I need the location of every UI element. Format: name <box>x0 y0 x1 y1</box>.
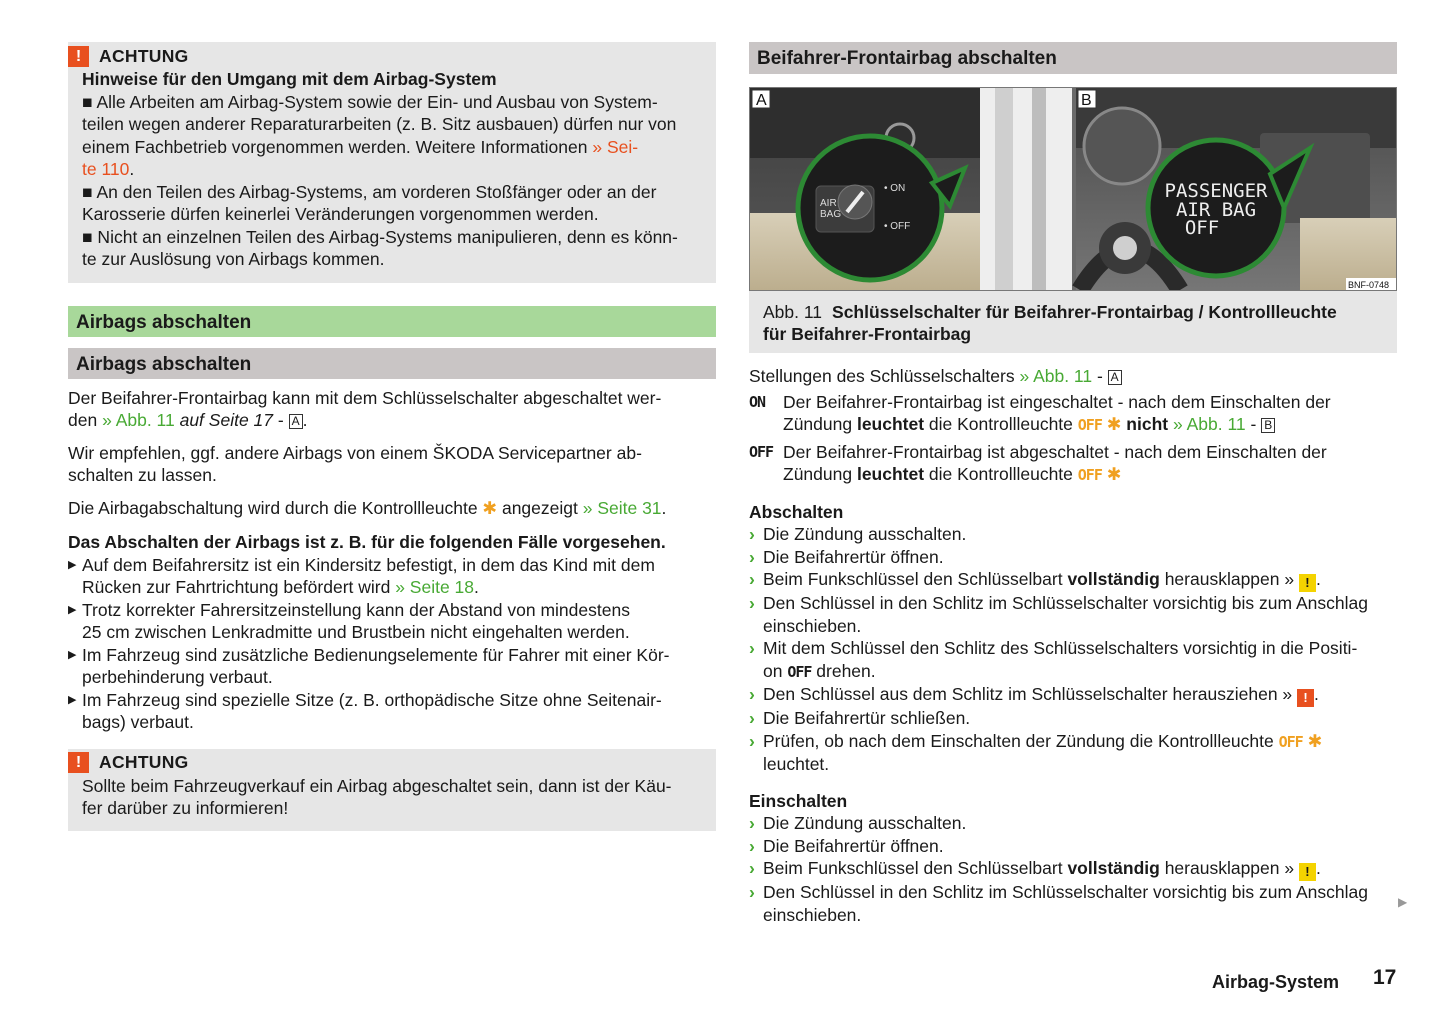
definition-off-text <box>783 441 1397 487</box>
step-item <box>749 546 1397 569</box>
key-position-off: OFF <box>749 442 774 461</box>
text: Wir empfehlen, ggf. andere Airbags von einem ŠKODA Servicepartner ab- <box>68 442 642 463</box>
text: angezeigt <box>497 497 583 518</box>
warning-box-vehicle-sale <box>68 749 716 831</box>
punctuation: . <box>129 159 135 179</box>
airbag-off-indicator-icon: ✱ <box>482 497 498 518</box>
warning-icon: ! <box>68 46 89 67</box>
warning-ref-red-icon[interactable]: ! <box>1297 689 1314 707</box>
link-seite-110-part1[interactable]: » Sei- <box>592 136 639 157</box>
cases-heading: Das Abschalten der Airbags ist z. B. für die folgenden Fälle vorgesehen. <box>68 532 666 552</box>
step-item <box>749 730 1397 776</box>
link-seite-31[interactable]: » Seite 31 <box>582 497 662 518</box>
lamp-passenger-text: PASSENGER <box>1164 180 1268 202</box>
section-heading-green: Airbags abschalten <box>68 306 716 337</box>
panel-b-label: B <box>1081 92 1092 109</box>
warning-box-airbag-handling <box>68 42 716 283</box>
warning-line: ■ Alle Arbeiten am Airbag-System sowie der Ein- und Ausbau von System- <box>82 91 658 112</box>
einschalten-heading: Einschalten <box>749 790 848 811</box>
text: Im Fahrzeug sind zusätzliche Bedienungselemente für Fahrer mit einer Kör- <box>82 644 670 665</box>
text: perbehinderung verbaut. <box>82 667 273 687</box>
text-bold: leuchtet <box>856 414 925 434</box>
text: Die Airbagabschaltung wird durch die Kontrollleuchte <box>68 497 483 518</box>
text: Zündung <box>783 464 857 484</box>
step-item <box>749 707 1397 730</box>
text: - <box>273 410 289 430</box>
text: Der Beifahrer-Frontairbag kann mit dem Schlüsselschalter abgeschaltet wer- <box>68 387 662 408</box>
switch-off-label: • OFF <box>884 221 911 232</box>
step-item <box>749 637 1397 683</box>
chevron-icon: › <box>749 858 755 878</box>
paragraph-passenger-airbag <box>68 387 716 432</box>
text: Prüfen, ob nach dem Einschalten der Zündung die Kontrollleuchte <box>763 730 1279 751</box>
chevron-icon: › <box>749 638 755 658</box>
abschalten-heading: Abschalten <box>749 501 844 522</box>
definition-off <box>749 441 1397 487</box>
text: Auf dem Beifahrersitz ist ein Kindersitz befestigt, in dem das Kind mit dem <box>82 554 655 575</box>
step-item <box>749 683 1397 707</box>
warning-title: ACHTUNG <box>99 45 189 66</box>
punctuation: . <box>474 577 479 597</box>
text: die Kontrollleuchte <box>924 464 1078 484</box>
punctuation: . <box>661 497 667 518</box>
warning-line <box>82 158 702 181</box>
chevron-icon: › <box>749 882 755 902</box>
text-bold: nicht <box>1126 414 1169 434</box>
warning-ref-yellow-icon[interactable]: ! <box>1299 574 1316 592</box>
text: on <box>763 660 788 681</box>
text: die Kontrollleuchte <box>924 414 1078 434</box>
text: Beim Funkschlüssel den Schlüsselbart <box>763 858 1068 878</box>
step-item <box>749 568 1397 592</box>
airbag-off-indicator-icon: ✱ <box>1307 730 1323 751</box>
definition-on <box>749 391 1397 437</box>
punctuation: . <box>1314 684 1319 704</box>
list-item <box>68 599 716 644</box>
figure-11 <box>749 87 1397 291</box>
chevron-icon: › <box>749 813 755 833</box>
footer-chapter-title: Airbag-System <box>1212 972 1340 992</box>
chevron-icon: › <box>749 524 755 544</box>
panel-a-label: A <box>756 92 767 109</box>
list-item <box>68 689 716 734</box>
text: Zündung <box>783 414 857 434</box>
figure-label-box: A <box>289 414 303 429</box>
link-abb-11[interactable]: » Abb. 11 <box>102 410 175 430</box>
text: Trotz korrekter Fahrersitzeinstellung kann der Abstand von mindestens <box>82 599 630 620</box>
chevron-icon: › <box>749 546 755 567</box>
abschalten-steps <box>749 523 1397 776</box>
airbag-off-indicator-icon: ✱ <box>1106 464 1122 484</box>
panel-a-key-switch-photo <box>750 88 1072 290</box>
step-item <box>749 835 1397 858</box>
figure-label-box: B <box>1261 418 1275 433</box>
switch-bag-label: BAG <box>820 209 842 220</box>
off-position-label: OFF <box>787 662 812 681</box>
text: einschieben. <box>763 904 862 925</box>
text: den <box>68 410 103 430</box>
text: Den Schlüssel aus dem Schlitz im Schlüsselschalter herausziehen » <box>763 684 1298 704</box>
link-seite-18[interactable]: » Seite 18 <box>395 577 475 597</box>
text: einschieben. <box>763 615 862 636</box>
text: herausklappen » <box>1159 858 1299 878</box>
right-column <box>749 42 1397 926</box>
switch-on-label: • ON <box>884 183 906 194</box>
text: Die Zündung ausschalten. <box>763 813 967 833</box>
text: Die Zündung ausschalten. <box>763 524 967 544</box>
warning-ref-yellow-icon[interactable]: ! <box>1299 863 1316 881</box>
text: Den Schlüssel in den Schlitz im Schlüsselschalter vorsichtig bis zum Anschlag <box>763 593 1368 613</box>
key-position-on: ON <box>749 392 766 411</box>
text: Im Fahrzeug sind spezielle Sitze (z. B. orthopädische Sitze ohne Seitenair- <box>82 689 662 710</box>
caption-title-cont: für Beifahrer-Frontairbag <box>763 324 972 344</box>
chevron-icon: › <box>749 684 755 704</box>
warning-line <box>82 136 702 159</box>
figure-label-box: A <box>1108 370 1122 385</box>
paragraph-indicator <box>68 497 716 520</box>
text: Stellungen des Schlüsselschalters <box>749 366 1020 386</box>
text-italic: auf Seite 17 <box>174 410 274 430</box>
text-bold: vollständig <box>1067 569 1160 589</box>
section-heading-grey: Airbags abschalten <box>68 348 716 379</box>
text: Rücken zur Fahrtrichtung befördert wird <box>82 577 396 597</box>
link-abb-11[interactable]: » Abb. 11 <box>1019 366 1093 386</box>
caption-number: Abb. 11 <box>763 302 823 322</box>
punctuation: . <box>1315 858 1321 878</box>
text: Beim Funkschlüssel den Schlüsselbart <box>763 569 1068 589</box>
text-bold: vollständig <box>1067 858 1160 878</box>
text: Den Schlüssel in den Schlitz im Schlüsselschalter vorsichtig bis zum Anschlag <box>763 882 1368 902</box>
text: schalten zu lassen. <box>68 465 217 485</box>
text: Die Beifahrertür öffnen. <box>763 546 944 567</box>
chevron-icon: › <box>749 835 755 856</box>
text: bags) verbaut. <box>82 712 194 732</box>
text-bold: leuchtet <box>856 464 925 484</box>
warning-line: Sollte beim Fahrzeugverkauf ein Airbag abgeschaltet sein, dann ist der Käu- <box>82 775 672 796</box>
text: - <box>1092 366 1108 386</box>
chevron-icon: › <box>749 569 755 589</box>
warning-line: fer darüber zu informieren! <box>82 798 289 818</box>
text: leuchtet. <box>763 754 830 774</box>
figure-illustration <box>750 88 1396 290</box>
text: Die Beifahrertür schließen. <box>763 708 971 728</box>
switch-air-label: AIR <box>820 198 837 209</box>
switch-positions-heading <box>749 365 1397 388</box>
punctuation: . <box>1315 569 1321 589</box>
figure-caption <box>749 291 1397 353</box>
warning-line: teilen wegen anderer Reparaturarbeiten (z. B. Sitz ausbauen) dürfen nur von <box>82 114 677 134</box>
warning-line: ■ An den Teilen des Airbag-Systems, am vorderen Stoßfänger oder an der <box>82 181 657 202</box>
lamp-off-text: OFF <box>1184 217 1220 239</box>
section-heading-grey: Beifahrer-Frontairbag abschalten <box>749 42 1397 74</box>
text: Der Beifahrer-Frontairbag ist eingeschaltet - nach dem Einschalten der <box>783 391 1331 412</box>
chevron-icon: › <box>749 708 755 728</box>
continue-arrow-icon[interactable]: ▶ <box>1398 895 1408 909</box>
off-indicator: OFF <box>1077 416 1102 434</box>
warning-text <box>82 91 702 271</box>
off-indicator: OFF <box>1077 466 1102 484</box>
warning-line: te zur Auslösung von Airbags kommen. <box>82 249 385 269</box>
warning-line-text: einem Fachbetrieb vorgenommen werden. Weitere Informationen <box>82 136 593 157</box>
list-item <box>68 644 716 689</box>
warning-header <box>68 44 702 68</box>
warning-line: ■ Nicht an einzelnen Teilen des Airbag-Systems manipulieren, denn es könn- <box>82 226 678 247</box>
einschalten-steps <box>749 812 1397 926</box>
figure-code: BNF-0748 <box>1348 280 1390 290</box>
text: Der Beifahrer-Frontairbag ist abgeschaltet - nach dem Einschalten der <box>783 441 1327 462</box>
warning-title: ACHTUNG <box>99 752 189 773</box>
text: 25 cm zwischen Lenkradmitte und Brustbein nicht eingehalten werden. <box>82 622 630 642</box>
lamp-airbag-text: AIR BAG <box>1175 199 1257 221</box>
warning-line: Karosserie dürfen keinerlei Veränderungen vorgenommen werden. <box>82 204 599 224</box>
caption-title: Schlüsselschalter für Beifahrer-Frontairbag / Kontrollleuchte <box>832 302 1337 322</box>
text: drehen. <box>811 660 876 681</box>
chevron-icon: › <box>749 593 755 613</box>
step-item <box>749 523 1397 546</box>
text: herausklappen » <box>1159 569 1299 589</box>
step-item <box>749 592 1397 637</box>
page-number: 17 <box>1373 966 1397 989</box>
paragraph-recommendation <box>68 442 716 487</box>
definition-on-text: Der Beifahrer-Frontairbag ist eingeschaltet - nach dem Einschalten der Zündung leuchtet die Kontrollleuchte OFF ✱ nicht » Abb. 11 - B <box>783 391 1331 434</box>
chevron-icon: › <box>749 730 755 751</box>
warning-subtitle: Hinweise für den Umgang mit dem Airbag-System <box>82 69 497 89</box>
step-item <box>749 881 1397 926</box>
cases-list <box>68 554 716 734</box>
step-item <box>749 857 1397 881</box>
warning-icon: ! <box>68 752 89 773</box>
punctuation: . <box>302 410 308 430</box>
link-abb-11[interactable]: » Abb. 11 <box>1172 414 1246 434</box>
left-column <box>68 42 716 831</box>
list-item <box>68 554 716 599</box>
step-item <box>749 812 1397 835</box>
text: Mit dem Schlüssel den Schlitz des Schlüsselschalters vorsichtig in die Positi- <box>763 638 1358 658</box>
off-indicator: OFF <box>1278 732 1303 751</box>
link-seite-110-part2[interactable]: te 110 <box>82 159 130 179</box>
airbag-off-indicator-icon: ✱ <box>1106 414 1122 434</box>
warning-header <box>68 751 702 775</box>
text: Die Beifahrertür öffnen. <box>763 835 944 856</box>
